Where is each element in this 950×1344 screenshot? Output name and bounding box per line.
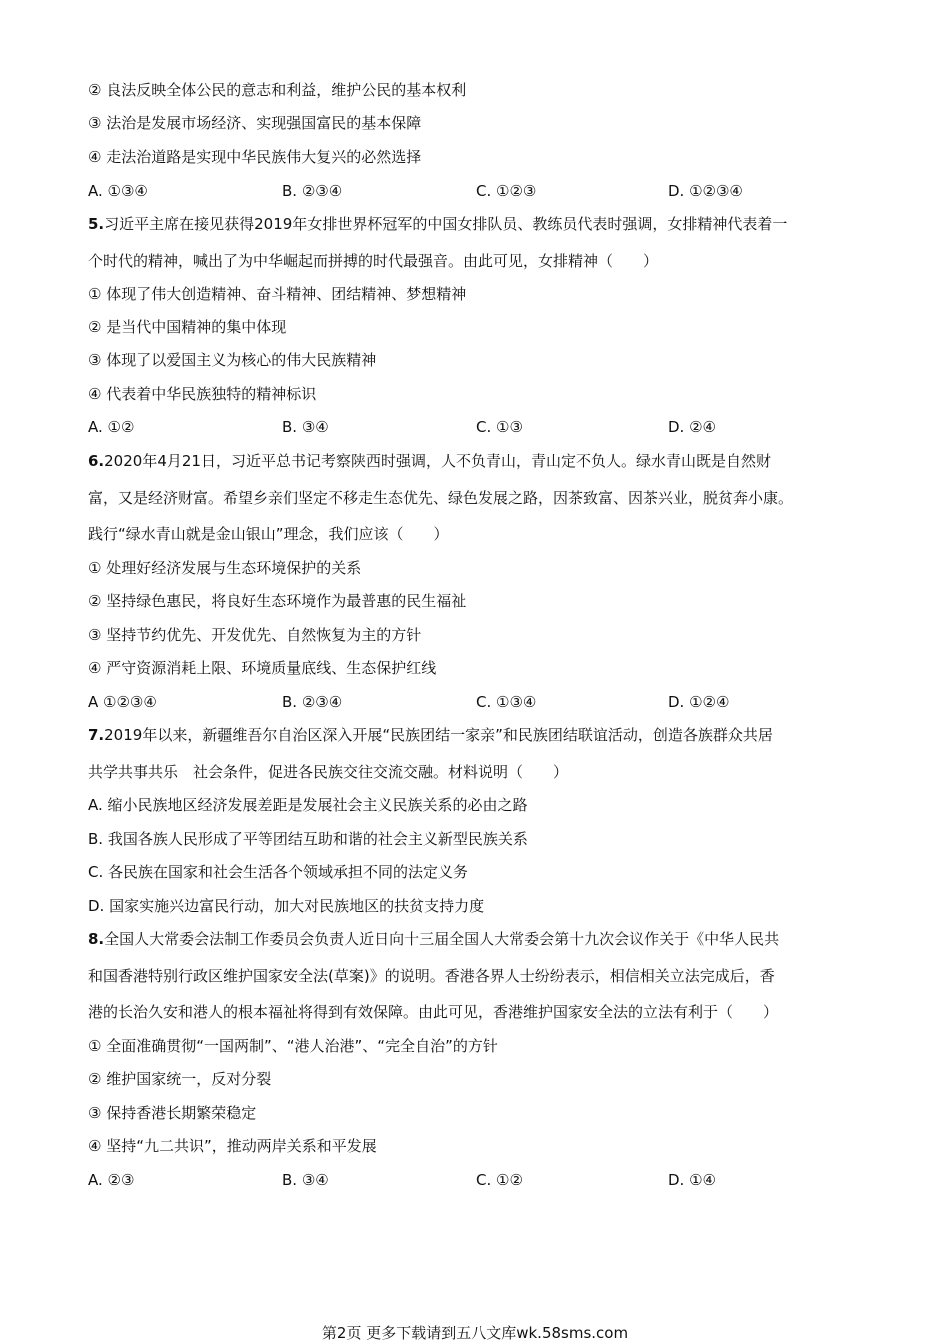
question-number: 5.: [88, 215, 105, 233]
option-d: D. ①②④: [668, 693, 730, 711]
option-c: C. ①③: [476, 418, 523, 436]
question-stem: 富，又是经济财富。希望乡亲们坚定不移走生态优先、绿色发展之路，因茶致富、因茶兴业，脱贫奔小康。: [88, 489, 794, 507]
question-stem: 和国香港特别行政区维护国家安全法(草案)》的说明。香港各界人士纷纷表示，相信相关立法完成后，香: [88, 967, 775, 985]
statement-line: ② 维护国家统一，反对分裂: [88, 1070, 272, 1088]
statement-line: ① 处理好经济发展与生态环境保护的关系: [88, 559, 362, 577]
statement-line: ③ 坚持节约优先、开发优先、自然恢复为主的方针: [88, 626, 422, 644]
option-b: B. ②③④: [282, 693, 343, 711]
option-c: C. ①③④: [476, 693, 537, 711]
statement-line: ① 体现了伟大创造精神、奋斗精神、团结精神、梦想精神: [88, 285, 467, 303]
option-a: A. ①②: [88, 418, 135, 436]
statement-line: ① 全面准确贯彻“一国两制”、“港人治港”、“完全自治”的方针: [88, 1037, 498, 1055]
statement-line: ② 良法反映全体公民的意志和利益，维护公民的基本权利: [88, 81, 467, 99]
question-stem: [88, 451, 771, 471]
choice-line: B. 我国各族人民形成了平等团结互助和谐的社会主义新型民族关系: [88, 830, 528, 848]
option-c: C. ①②③: [476, 182, 537, 200]
question-number: 6.: [88, 452, 105, 470]
page-footer: 第2页 更多下载请到五八文库wk.58sms.com: [321, 1324, 629, 1342]
statement-line: ③ 体现了以爱国主义为核心的伟大民族精神: [88, 351, 377, 369]
statement-line: ④ 坚持“九二共识”，推动两岸关系和平发展: [88, 1137, 377, 1155]
statement-line: ④ 代表着中华民族独特的精神标识: [88, 385, 317, 403]
option-d: D. ①④: [668, 1171, 716, 1189]
stem-text: 2019年以来，新疆维吾尔自治区深入开展“民族团结一家亲”和民族团结联谊活动，创造各族群众共居: [104, 726, 773, 744]
stem-text: 全国人大常委会法制工作委员会负责人近日向十三届全国人大常委会第十九次会议作关于《中华人民共: [104, 930, 780, 948]
choice-line: D. 国家实施兴边富民行动，加大对民族地区的扶贫支持力度: [88, 897, 485, 915]
option-d: D. ①②③④: [668, 182, 743, 200]
option-a: A. ①③④: [88, 182, 148, 200]
option-b: B. ③④: [282, 418, 329, 436]
choice-line: C. 各民族在国家和社会生活各个领域承担不同的法定义务: [88, 863, 469, 881]
option-b: B. ②③④: [282, 182, 343, 200]
statement-line: ③ 保持香港长期繁荣稳定: [88, 1104, 257, 1122]
question-stem: [88, 725, 773, 745]
statement-line: ④ 严守资源消耗上限、环境质量底线、生态保护红线: [88, 659, 437, 677]
question-stem: 港的长治久安和港人的根本福祉将得到有效保障。由此可见，香港维护国家安全法的立法有利于（ ）: [88, 1003, 779, 1021]
question-stem: [88, 214, 787, 234]
option-a: A. ②③: [88, 1171, 135, 1189]
question-number: 7.: [88, 726, 105, 744]
question-stem: [88, 929, 779, 949]
stem-text: 2020年4月21日，习近平总书记考察陕西时强调，人不负青山，青山定不负人。绿水青山既是自然财: [104, 452, 771, 470]
option-c: C. ①②: [476, 1171, 523, 1189]
option-a: A ①②③④: [88, 693, 157, 711]
choice-line: A. 缩小民族地区经济发展差距是发展社会主义民族关系的必由之路: [88, 796, 528, 814]
question-stem: 共学共事共乐 社会条件，促进各民族交往交流交融。材料说明（ ）: [88, 763, 569, 781]
statement-line: ③ 法治是发展市场经济、实现强国富民的基本保障: [88, 114, 422, 132]
stem-text: 习近平主席在接见获得2019年女排世界杯冠军的中国女排队员、教练员代表时强调，女排精神代表着一: [104, 215, 788, 233]
option-d: D. ②④: [668, 418, 716, 436]
question-stem: 践行“绿水青山就是金山银山”理念，我们应该（ ）: [88, 525, 449, 543]
option-b: B. ③④: [282, 1171, 329, 1189]
question-stem: 个时代的精神，喊出了为中华崛起而拼搏的时代最强音。由此可见，女排精神（ ）: [88, 252, 659, 270]
statement-line: ② 坚持绿色惠民，将良好生态环境作为最普惠的民生福祉: [88, 592, 467, 610]
statement-line: ② 是当代中国精神的集中体现: [88, 318, 287, 336]
question-number: 8.: [88, 930, 105, 948]
statement-line: ④ 走法治道路是实现中华民族伟大复兴的必然选择: [88, 148, 422, 166]
